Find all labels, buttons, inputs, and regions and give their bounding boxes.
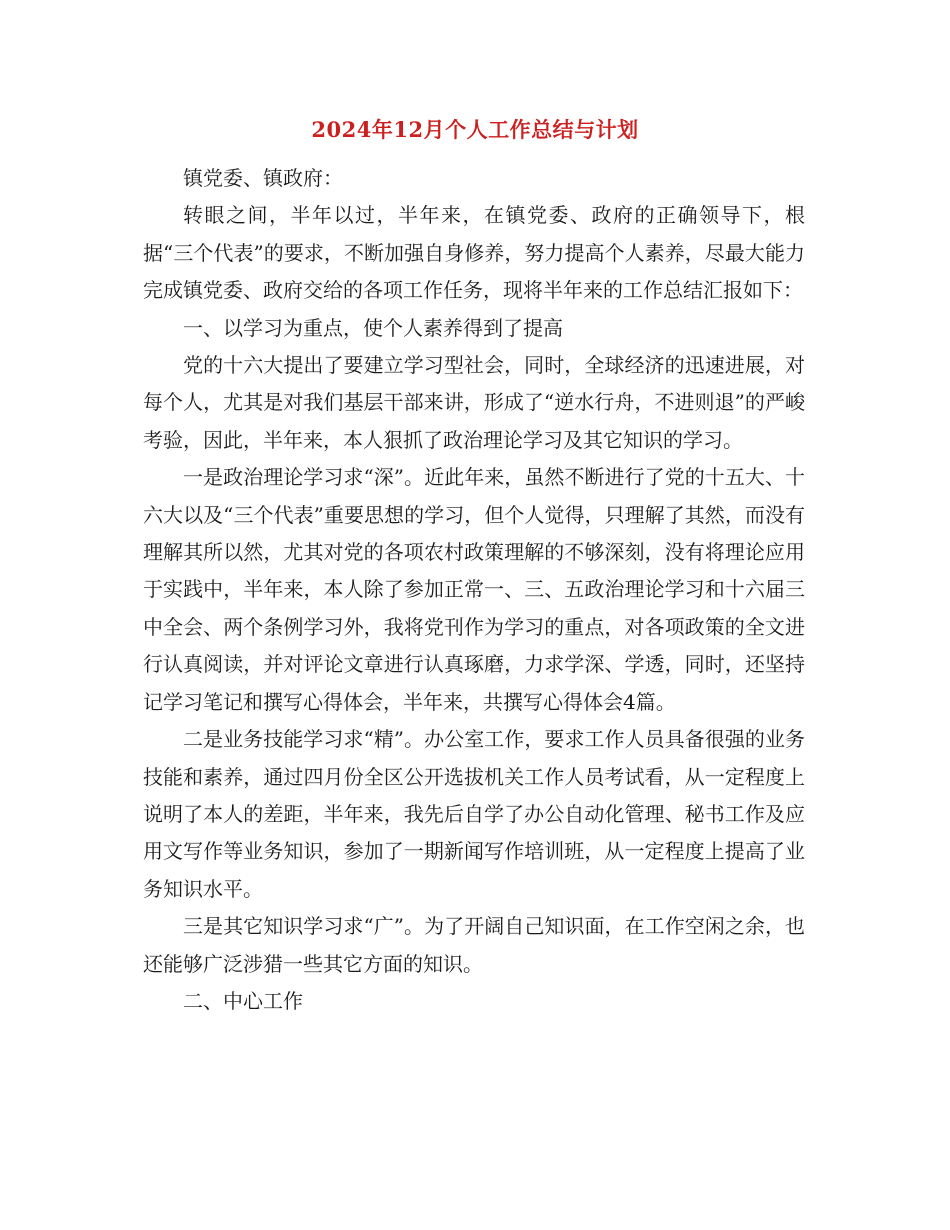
paragraph-intro: 转眼之间，半年以过，半年来，在镇党委、政府的正确领导下，根据“三个代表”的要求，不断加强自身修养，努力提高个人素养，尽最大能力完成镇党委、政府交给的各项工作任务，现将半年来的工作总结汇报如下： — [143, 203, 805, 303]
paragraph-other-knowledge: 三是其它知识学习求“广”。为了开阔自己知识面，在工作空闲之余，也还能够广泛涉猎一些其它方面的知识。 — [143, 914, 805, 976]
section-heading-1: 一、以学习为重点，使个人素养得到了提高 — [183, 315, 563, 340]
paragraph-study-overview: 党的十六大提出了要建立学习型社会，同时，全球经济的迅速进展，对每个人，尤其是对我们基层干部来讲，形成了“逆水行舟，不进则退”的严峻考验，因此，半年来，本人狠抓了政治理论学习及其它知识的学习。 — [143, 353, 805, 452]
document-title: 2024年12月个人工作总结与计划 — [311, 117, 639, 142]
document-body — [143, 160, 805, 1020]
section-heading-2: 二、中心工作 — [183, 988, 303, 1013]
paragraph-political-theory: 一是政治理论学习求“深”。近此年来，虽然不断进行了党的十五大、十六大以及“三个代表”重要思想的学习，但个人觉得，只理解了其然，而没有理解其所以然，尤其对党的各项农村政策理解的不够深刻，没有将理论应用于实践中，半年来，本人除了参加正常一、三、五政治理论学习和十六届三中全会、两个条例学习外，我将党刊作为学习的重点，对各项政策的全文进行认真阅读，并对评论文章进行认真琢磨，力求学深、学透，同时，还坚持记学习笔记和撰写心得体会，半年来，共撰写心得体会4篇。 — [143, 465, 805, 714]
salutation: 镇党委、镇政府： — [183, 166, 343, 190]
paragraph-business-skills: 二是业务技能学习求“精”。办公室工作，要求工作人员具备很强的业务技能和素养，通过四月份全区公开选拔机关工作人员考试看，从一定程度上说明了本人的差距，半年来，我先后自学了办公自动化管理、秘书工作及应用文写作等业务知识，参加了一期新闻写作培训班，从一定程度上提高了业务知识水平。 — [143, 727, 805, 901]
